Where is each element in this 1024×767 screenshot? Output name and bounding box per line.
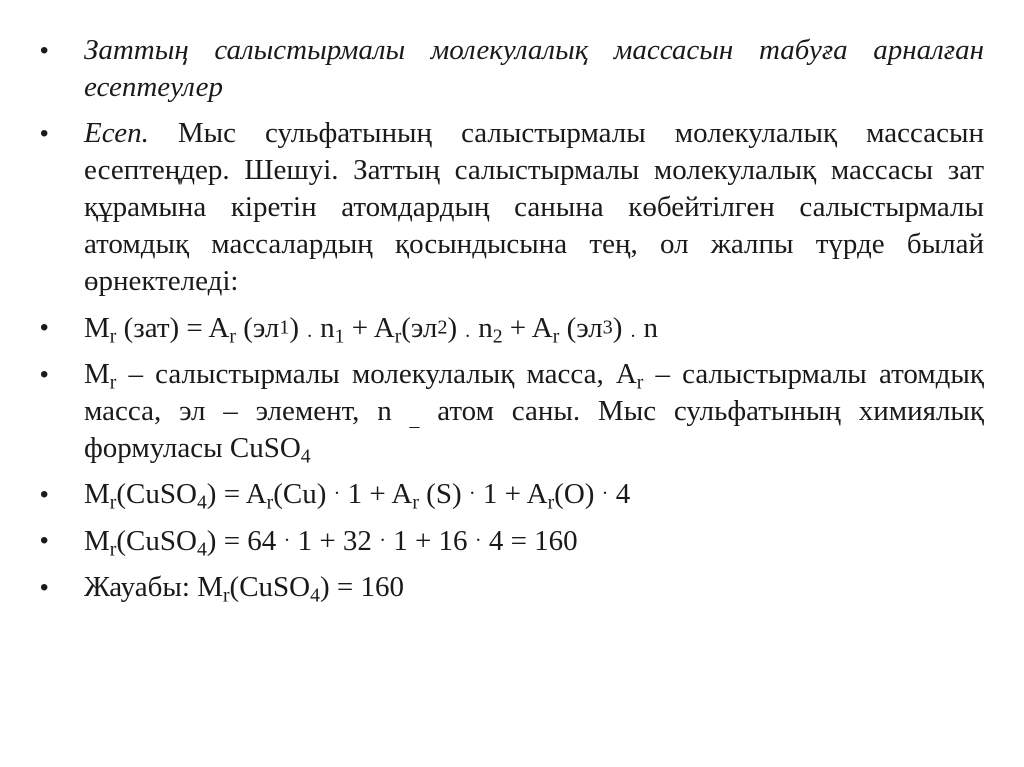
- item-text: $M_r$ – салыстырмалы молекулалық масса, $A_r$ – салыстырмалы атомдық масса, эл – элемент, n $_{\_}$ атом саны. Мыс сульфатының химиялық формуласы CuSO$_4$: [84, 357, 985, 468]
- formula-general: $M_r$ $(зат) = A_r$ (эл1) $_\cdot$ $n_1 + A_r(эл2)$ $_\cdot$ $n_2 + A_r$ (эл3) $_\cdot$ n: [84, 311, 658, 348]
- list-item: [40, 356, 984, 467]
- item-text: Мыс сульфатының салыстырмалы молекулалық массасын есептеңдер. Шешуі. Заттың салыстырмалы молекулалық массасы зат құрамына кіретін атомдардың санына көбейтілген салыстырмалы атомдық массалардың қосындысына тең, ол жалпы түрде былай өрнектеледі:: [84, 117, 984, 297]
- list-item: [40, 309, 984, 347]
- formula-calculation: $M_r(CuSO_4) = 64 \cdot 1 + 32 \cdot 1 + 16 \cdot 4 = 160$: [84, 524, 578, 561]
- item-lead: Есеп.: [84, 117, 149, 149]
- bullet-icon: •: [40, 573, 49, 601]
- formula-cuso4: $M_r(CuSO_4) = A_r(Cu) \cdot 1 + A_r$ $(S) \cdot 1 + A_r(O) \cdot 4$: [84, 478, 631, 514]
- bullet-icon: •: [40, 527, 49, 555]
- bullet-icon: •: [40, 480, 49, 508]
- item-text: Заттың салыстырмалы молекулалық массасын табуға арналған есептеулер: [84, 34, 984, 103]
- list-item: [40, 115, 984, 300]
- list-item: [40, 522, 984, 560]
- bullet-icon: •: [40, 360, 49, 388]
- bullet-icon: •: [40, 37, 49, 64]
- list-item: [40, 476, 984, 514]
- answer: Жауабы: $M_r(CuSO_4) = 160$: [84, 570, 404, 607]
- bullet-list: [40, 32, 984, 615]
- bullet-icon: •: [40, 314, 49, 341]
- bullet-icon: •: [40, 120, 49, 147]
- list-item: [40, 569, 984, 606]
- list-item: [40, 32, 984, 106]
